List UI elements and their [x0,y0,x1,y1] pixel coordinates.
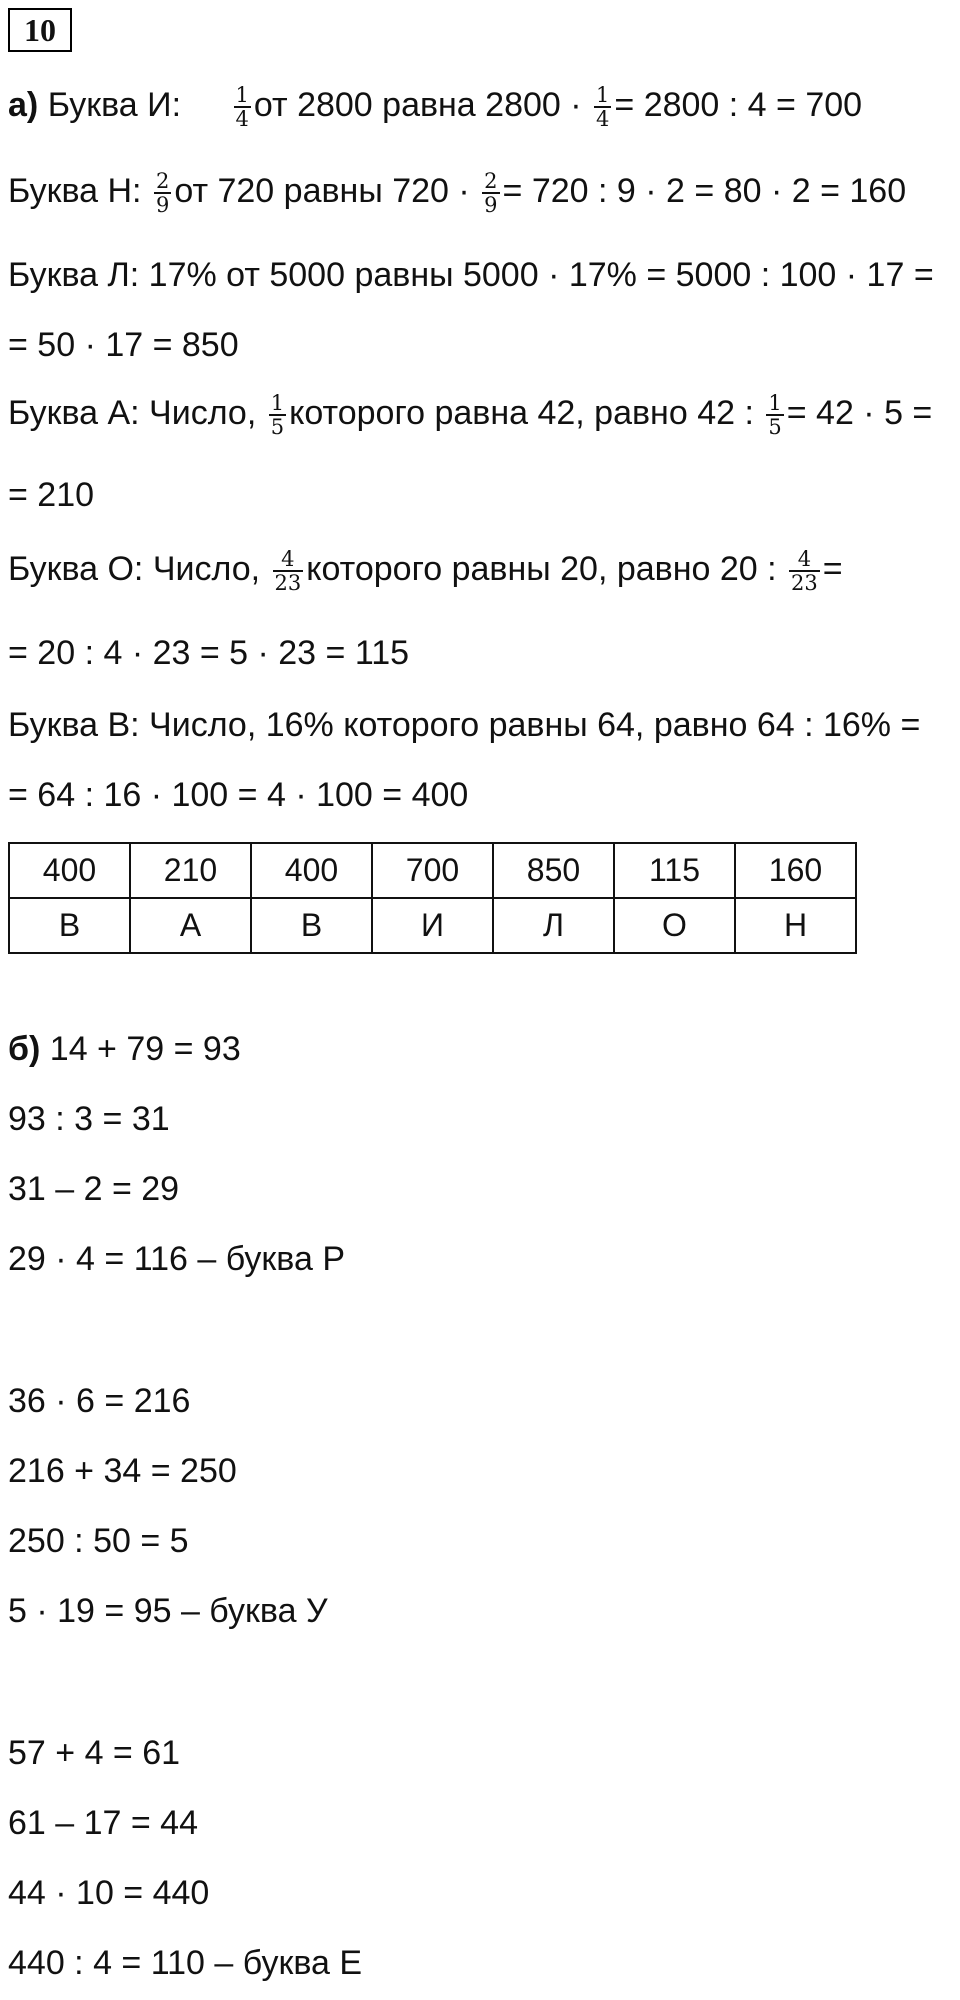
part-b-label: б) [8,1030,41,1068]
table-cell: 400 [251,843,372,898]
letter-n-middle: от 720 равны 720 · [174,172,470,211]
table-cell: 700 [372,843,493,898]
part-b-first-equation: 14 + 79 = 93 [49,1030,241,1068]
table-cell: О [614,898,735,953]
part-a-label: а) [8,86,39,125]
letter-o-result: = [822,550,843,589]
table-cell: А [130,898,251,953]
table-cell: 850 [493,843,614,898]
table-cell: 210 [130,843,251,898]
line-letter-a-2: = 210 [8,476,95,514]
answer-table [8,842,857,954]
table-cell: В [251,898,372,953]
letter-a-middle: которого равна 42, равно 42 : [289,394,754,433]
fraction-four-23rds-2: $\frac{4}{23}$ [791,547,818,596]
line-letter-v-1: Буква В: Число, 16% которого равны 64, равно 64 : 16% = [8,706,921,744]
line-letter-v-2: = 64 : 16 · 100 = 4 · 100 = 400 [8,776,469,814]
letter-n-prefix: Буква Н: [8,172,142,211]
letter-i-result: = 2800 : 4 = 700 [614,86,863,125]
equation-line: 36 · 6 = 216 [8,1382,191,1420]
equation-line: 29 · 4 = 116 – буква Р [8,1240,346,1278]
equation-line: 31 – 2 = 29 [8,1170,180,1208]
table-cell: 400 [9,843,130,898]
letter-i-middle: от 2800 равна 2800 · [253,86,582,125]
line-letter-o [8,548,843,594]
fraction-two-ninths: $\frac{2}{9}$ [155,169,170,218]
line-letter-n [8,170,906,216]
fraction-one-quarter-2: $\frac{1}{4}$ [596,83,610,132]
table-row-numbers [9,843,856,898]
table-cell: Н [735,898,856,953]
line-letter-l-1: Буква Л: 17% от 5000 равны 5000 · 17% = 5000 : 100 · 17 = [8,256,934,294]
letter-o-prefix: Буква О: Число, [8,550,261,589]
table-cell: 160 [735,843,856,898]
equation-line: 44 · 10 = 440 [8,1874,210,1912]
line-letter-o-2: = 20 : 4 · 23 = 5 · 23 = 115 [8,634,410,672]
equation-line: 250 : 50 = 5 [8,1522,189,1560]
fraction-one-fifth: $\frac{1}{5}$ [270,391,285,440]
equation-line: 216 + 34 = 250 [8,1452,237,1490]
fraction-one-quarter: $\frac{1}{4}$ [235,83,249,132]
fraction-four-23rds: $\frac{4}{23}$ [274,547,302,596]
line-letter-l-2: = 50 · 17 = 850 [8,326,239,364]
letter-a-prefix: Буква А: Число, [8,394,257,433]
table-row-letters [9,898,856,953]
fraction-two-ninths-2: $\frac{2}{9}$ [484,169,498,218]
letter-i-prefix: Буква И: [47,86,182,125]
equation-line: 93 : 3 = 31 [8,1100,170,1138]
table-cell: И [372,898,493,953]
equation-line: 440 : 4 = 110 – буква Е [8,1944,363,1982]
fraction-one-fifth-2: $\frac{1}{5}$ [768,391,782,440]
letter-n-result: = 720 : 9 · 2 = 80 · 2 = 160 [502,172,907,211]
letter-o-middle: которого равны 20, равно 20 : [306,550,777,589]
equation-line: 5 · 19 = 95 – буква У [8,1592,328,1630]
equation-line: 57 + 4 = 61 [8,1734,181,1772]
table-cell: 115 [614,843,735,898]
line-letter-a [8,392,932,438]
task-number: 10 [8,8,72,52]
line-part-b-first [8,1030,241,1069]
table-cell: Л [493,898,614,953]
equation-line: 61 – 17 = 44 [8,1804,199,1842]
table-cell: В [9,898,130,953]
letter-a-result: = 42 · 5 = [786,394,933,433]
line-letter-i [8,84,862,130]
